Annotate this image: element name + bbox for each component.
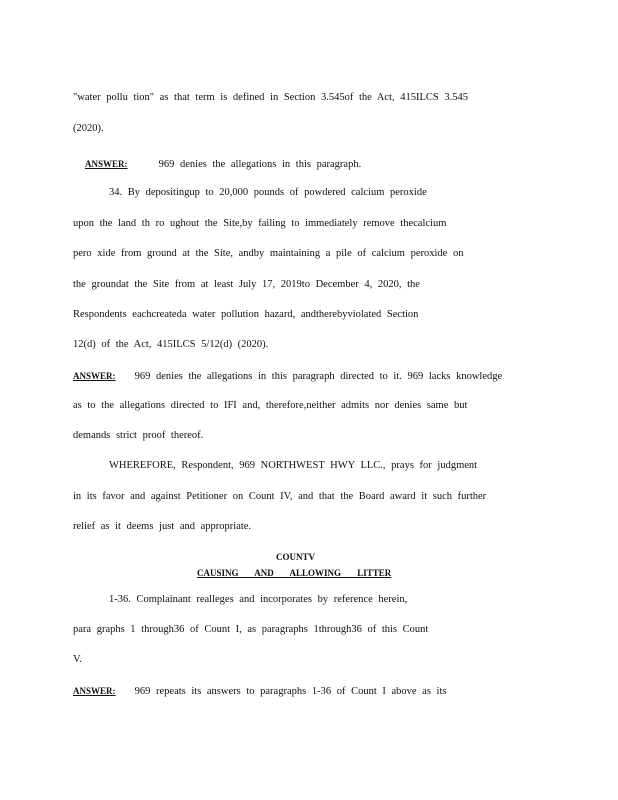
text-line: WHEREFORE, Respondent, 969 NORTHWEST HWY LLC., prays for judgment [109, 460, 478, 471]
text-line: 1-36. Complainant realleges and incorporates by reference herein, [109, 594, 408, 605]
text-line: V. [73, 654, 82, 665]
answer-text: 969 denies the allegations in this paragraph. [158, 159, 362, 170]
text-line: 12(d) of the Act, 415ILCS 5/12(d) (2020). [73, 339, 269, 350]
text-line: relief as it deems just and appropriate. [73, 521, 252, 532]
count-heading: COUNTV [276, 552, 316, 562]
count-title: CAUSING AND ALLOWING LITTER [197, 568, 392, 578]
answer-line [73, 369, 502, 384]
text-line: 34. By depositingup to 20,000 pounds of powdered calcium peroxide [109, 187, 427, 198]
text-line: upon the land th ro ughout the Site,by failing to immediately remove thecalcium [73, 218, 447, 229]
answer-line [73, 684, 446, 699]
answer-line [85, 157, 361, 172]
text-line: (2020). [73, 123, 104, 134]
text-line: in its favor and against Petitioner on Count IV, and that the Board award it such further [73, 491, 487, 502]
answer-label: ANSWER: [73, 686, 116, 696]
text-line: pero xide from ground at the Site, andby maintaining a pile of calcium peroxide on [73, 248, 464, 259]
text-line: para graphs 1 through36 of Count I, as paragraphs 1through36 of this Count [73, 624, 429, 635]
text-line: as to the allegations directed to IFI and, therefore,neither admits nor denies same but [73, 400, 468, 411]
text-line: the groundat the Site from at least July 17, 2019to December 4, 2020, the [73, 279, 420, 290]
answer-label: ANSWER: [85, 159, 128, 169]
text-line: "water pollu tion" as that term is defined in Section 3.545of the Act, 415ILCS 3.545 [73, 92, 468, 103]
text-line: Respondents eachcreateda water pollution hazard, andtherebyviolated Section [73, 309, 419, 320]
text-line: demands strict proof thereof. [73, 430, 204, 441]
answer-text: 969 denies the allegations in this paragraph directed to it. 969 lacks knowledge [134, 371, 503, 382]
answer-text: 969 repeats its answers to paragraphs 1-36 of Count I above as its [134, 686, 447, 697]
answer-label: ANSWER: [73, 371, 116, 381]
